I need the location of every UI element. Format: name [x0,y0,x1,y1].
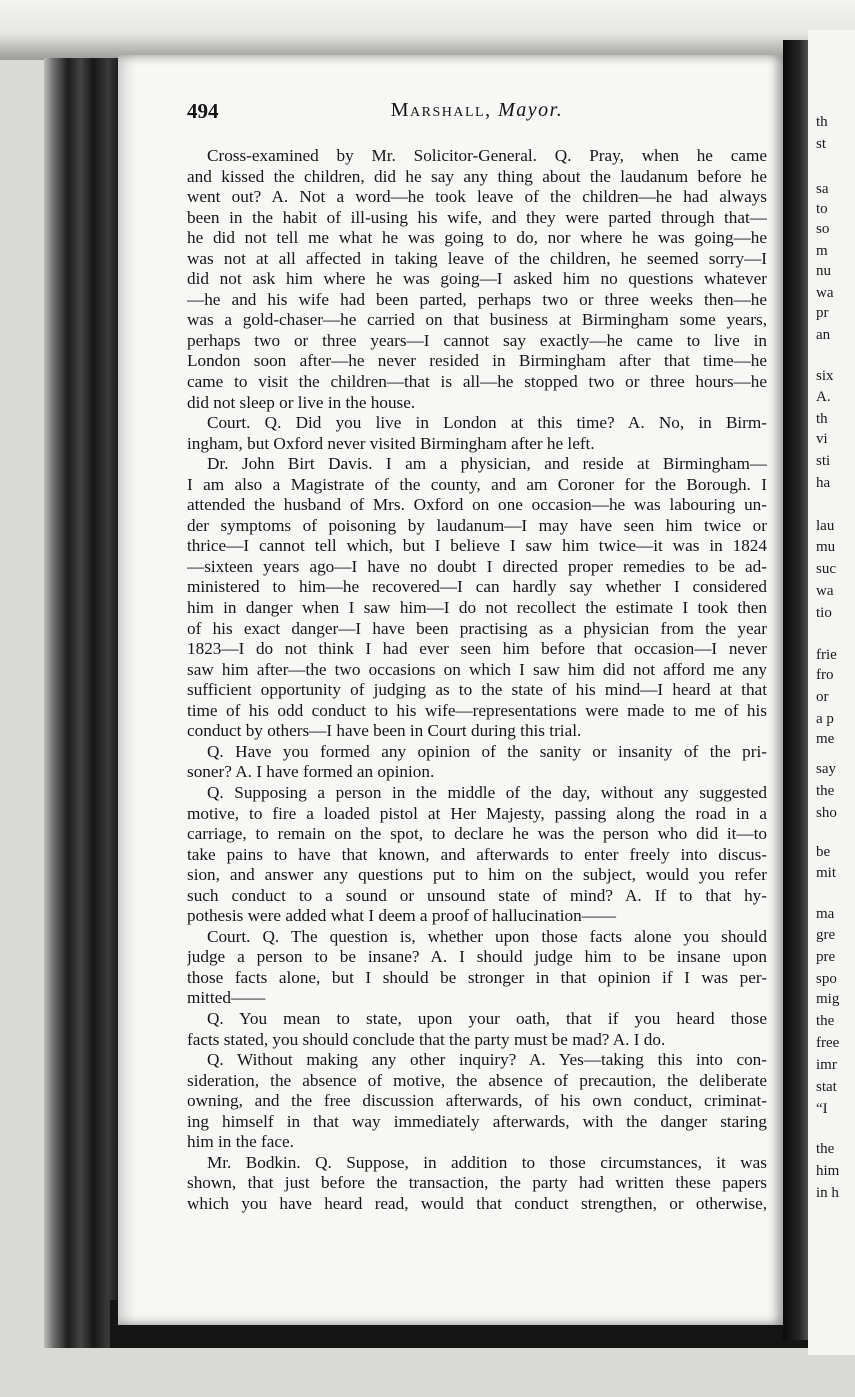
text-line: those facts alone, but I should be stronger in that opinion if I was per- [187,967,767,987]
facing-page-fragment: say [816,761,836,777]
text-line: perhaps two or three years—I cannot say exactly—he came to live in [187,330,767,350]
text-line: I am also a Magistrate of the county, and am Coroner for the Borough. I [187,474,767,494]
facing-page-fragment: nu [816,263,831,279]
text-line: soner? A. I have formed an opinion. [187,762,435,782]
text-line: shown, that just before the transaction, the party had written these papers [187,1173,767,1193]
facing-page-fragment: me [816,731,835,747]
text-line: take pains to have that known, and afterwards to enter freely into discus- [187,844,767,864]
text-line: been in the habit of ill-using his wife, and they were parted through that— [187,207,767,227]
text-line: Q. You mean to state, upon your oath, that if you heard those [207,1008,767,1028]
facing-page-fragment: th [816,114,828,130]
text-line: judge a person to be insane? A. I should judge him to be insane upon [187,947,767,967]
facing-page-fragment: A. [816,389,831,405]
text-line: he did not tell me what he was going to do, nor where he was going—he [187,228,767,248]
text-line: saw him after—the two occasions on which I saw him did not afford me any [187,659,767,679]
text-line: and kissed the children, did he say any thing about the laudanum before he [187,166,767,186]
facing-page [808,30,855,1355]
scan-background-top [0,0,855,60]
text-line: carriage, to remain on the spot, to declare he was the person who did it—to [187,824,767,844]
page-number: 494 [187,99,219,123]
text-line: sion, and answer any questions put to him on the subject, would you refer [187,865,767,885]
text-line: went out? A. Not a word—he took leave of the children—he had always [187,187,767,207]
facing-page-fragment: or [816,689,829,705]
text-line: facts stated, you should conclude that the party must be mad? A. I do. [187,1029,666,1049]
text-line: der symptoms of poisoning by laudanum—I may have seen him twice or [187,515,767,535]
facing-page-fragment: in h [816,1185,839,1201]
facing-page-fragment: an [816,327,831,343]
facing-page-fragment: wa [816,583,834,599]
facing-page-fragment: so [816,221,830,237]
running-header [187,99,767,129]
text-line: Mr. Bodkin. Q. Suppose, in addition to those circumstances, it was [207,1152,767,1172]
text-line: thrice—I cannot tell which, but I believe I saw him twice—it was in 1824 [187,536,767,556]
page-gutter [783,40,810,1340]
text-line: ing himself in that way immediately afterwards, with the danger staring [187,1111,767,1131]
text-line: was not at all affected in taking leave of the children, he seemed sorry—I [187,248,767,268]
facing-page-fragment: suc [816,561,836,577]
facing-page-fragment: a p [816,711,834,727]
facing-page-fragment: lau [816,518,835,534]
facing-page-fragment: wa [816,285,834,301]
facing-page-fragment: stat [816,1079,837,1095]
text-line: came to visit the children—that is all—he stopped two or three hours—he [187,372,767,392]
text-line: motive, to fire a loaded pistol at Her Majesty, passing along the road in a [187,803,767,823]
text-line: him in danger when I saw him—I do not recollect the estimate I took then [187,598,767,618]
facing-page-fragment: gre [816,927,836,943]
facing-page-fragment: the [816,783,835,799]
facing-page-fragment: the [816,1141,835,1157]
text-line: which you have heard read, would that conduct strengthen, or otherwise, [187,1193,767,1213]
text-line: ministered to him—he recovered—I can hardly say whether I considered [187,577,767,597]
facing-page-fragment: vi [816,431,828,447]
text-line: did not ask him where he was going—I asked him no questions whatever [187,269,767,289]
facing-page-fragment: spo [816,971,837,987]
text-line: Cross-examined by Mr. Solicitor-General. Q. Pray, when he came [207,146,767,165]
text-line: mitted—— [187,988,266,1008]
text-line: —sixteen years ago—I have no doubt I directed proper remedies to be ad- [187,556,767,576]
text-line: ingham, but Oxford never visited Birmingham after he left. [187,433,595,453]
text-line: Dr. John Birt Davis. I am a physician, and reside at Birmingham— [207,454,767,474]
text-line: Q. Without making any other inquiry? A. Yes—taking this into con- [207,1050,767,1070]
text-line: conduct by others—I have been in Court during this trial. [187,721,582,741]
text-line: such conduct to a sound or unsound state of mind? A. If to that hy- [187,885,767,905]
text-line: attended the husband of Mrs. Oxford on one occasion—he was labouring un- [187,495,767,515]
facing-page-fragment: “I [816,1101,828,1117]
body-text [187,146,767,1214]
facing-page-fragment: the [816,1013,835,1029]
facing-page-fragment: mit [816,865,837,881]
text-line: pothesis were added what I deem a proof of hallucination—— [187,906,617,926]
running-title [187,99,767,122]
facing-page-fragment: six [816,368,834,384]
facing-page-fragment: st [816,136,827,152]
text-line: —he and his wife had been parted, perhaps two or three weeks then—he [187,289,767,309]
facing-page-fragment: be [816,844,831,860]
facing-page-fragment: him [816,1163,840,1179]
facing-page-fragment: m [816,243,828,259]
running-title-name: Marshall, [390,99,492,121]
facing-page-fragment: sti [816,453,831,469]
text-line: did not sleep or live in the house. [187,392,416,412]
text-line: of his exact danger—I have been practising as a physician from the year [187,618,767,638]
book-binding [44,58,124,1348]
text-line: sideration, the absence of motive, the absence of precaution, the deliberate [187,1070,767,1090]
text-line: London soon after—he never resided in Birmingham after that time—he [187,351,767,371]
facing-page-fragment: to [816,201,828,217]
text-line: him in the face. [187,1132,294,1152]
text-line: Q. Supposing a person in the middle of the day, without any suggested [207,782,767,802]
facing-page-fragment: tio [816,605,832,621]
text-line: 1823—I do not think I had ever seen him before that occasion—I never [187,639,767,659]
facing-page-fragment: th [816,411,828,427]
facing-page-fragment: ma [816,906,835,922]
text-line: Q. Have you formed any opinion of the sanity or insanity of the pri- [207,741,767,761]
facing-page-fragment: sa [816,181,829,197]
facing-page-fragment: mig [816,991,840,1007]
facing-page-fragment: ha [816,475,831,491]
text-line: Court. Q. Did you live in London at this time? A. No, in Birm- [207,413,767,433]
facing-page-fragment: mu [816,539,836,555]
facing-page-fragment: imr [816,1057,837,1073]
text-line: time of his odd conduct to his wife—representations were made to me of his [187,700,767,720]
text-line: owning, and the free discussion afterwards, of his own conduct, criminat- [187,1091,767,1111]
facing-page-fragment: pre [816,949,836,965]
facing-page-fragment: free [816,1035,840,1051]
facing-page-fragment: sho [816,805,837,821]
running-title-role: Mayor. [498,99,564,121]
facing-page-fragment: pr [816,305,829,321]
facing-page-fragment: fro [816,667,834,683]
text-line: Court. Q. The question is, whether upon those facts alone you should [207,926,767,946]
facing-page-fragment: frie [816,647,837,663]
text-line: sufficient opportunity of judging as to the state of his mind—I heard at that [187,680,767,700]
text-line: was a gold-chaser—he carried on that business at Birmingham some years, [187,310,767,330]
